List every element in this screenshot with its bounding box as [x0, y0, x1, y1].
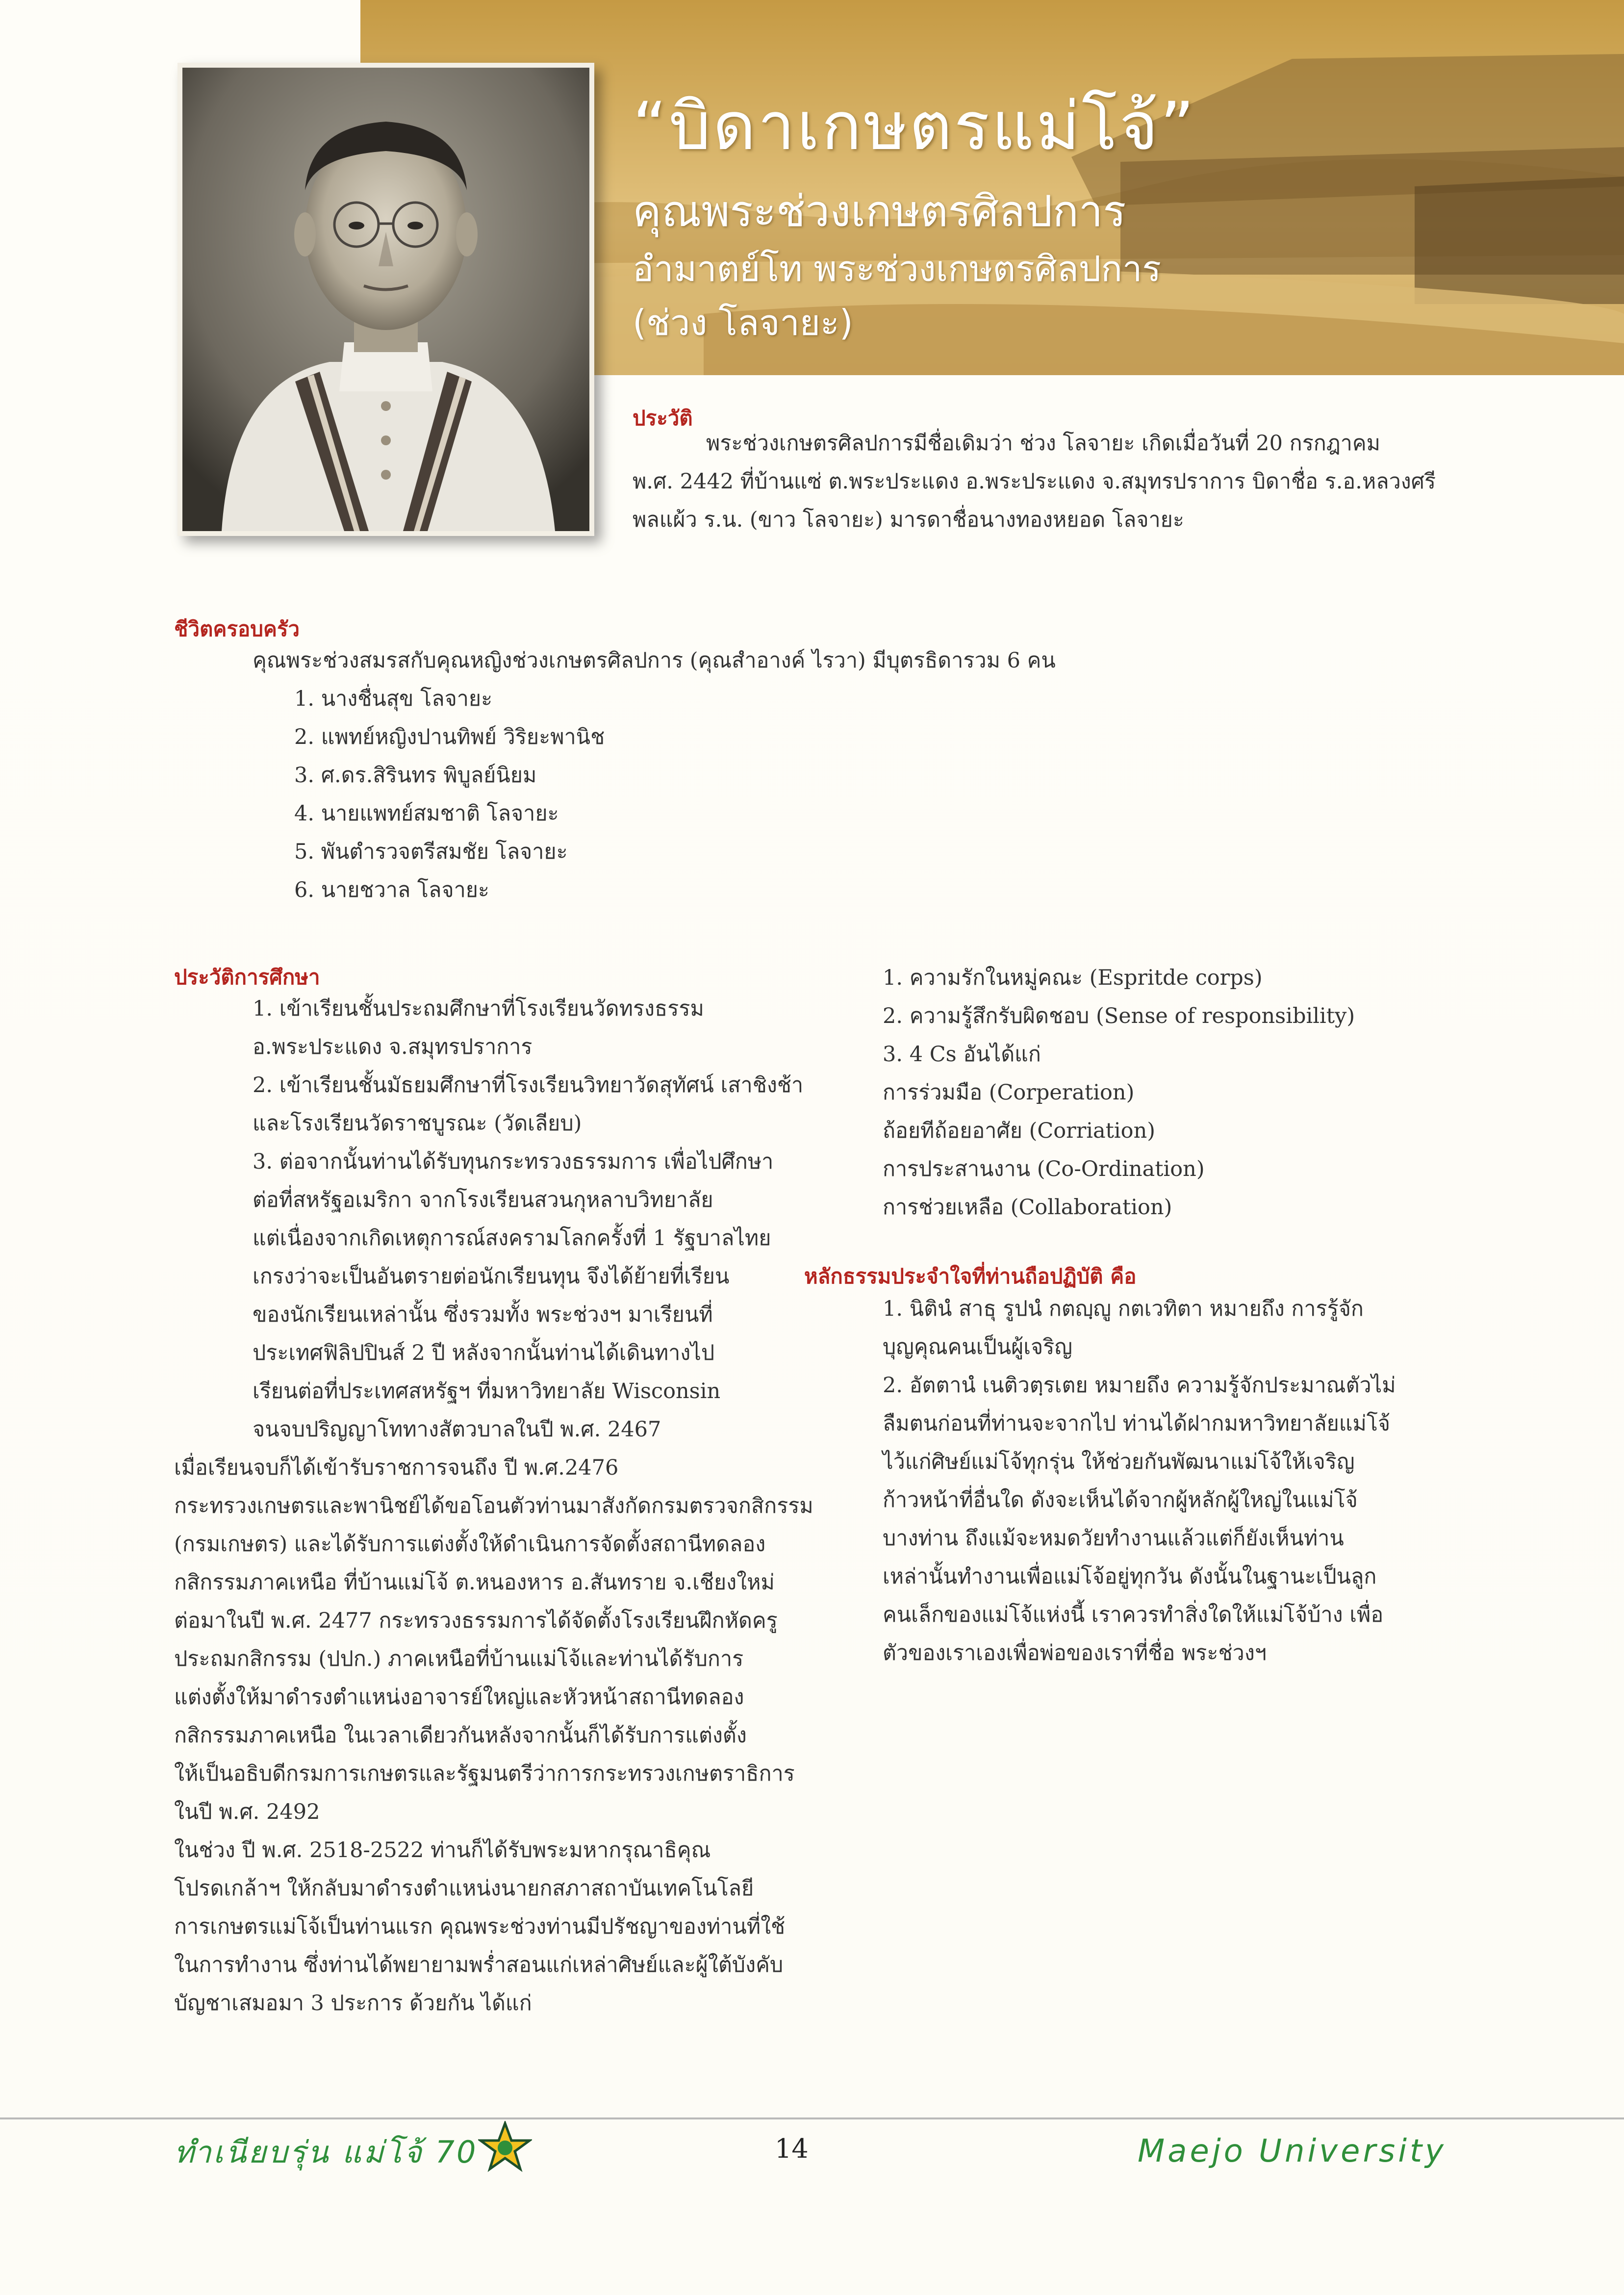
- list-item: การประสานงาน (Co-Ordination): [883, 1157, 1205, 1181]
- page-number: 14: [775, 2133, 809, 2164]
- list-item: อ.พระประแดง จ.สมุทรปราการ: [253, 1035, 533, 1059]
- list-item: 2. เข้าเรียนชั้นมัธยมศึกษาที่โรงเรียนวิทยาวัดสุทัศน์ เสาชิงช้า: [253, 1073, 804, 1097]
- name-line: (ช่วง โลจายะ): [633, 302, 853, 343]
- text-line: กสิกรรมภาคเหนือ ที่บ้านแม่โจ้ ต.หนองหาร อ.สันทราย จ.เชียงใหม่: [174, 1570, 775, 1595]
- page-title: “บิดาเกษตรแม่โจ้”: [633, 88, 1196, 165]
- biography-line: พลแผ้ว ร.น. (ขาว โลจายะ) มารดาชื่อนางทองหยอด โลจายะ: [633, 508, 1184, 532]
- text-line: กระทรวงเกษตรและพานิชย์ได้ขอโอนตัวท่านมาสังกัดกรมตรวจกสิกรรม: [174, 1494, 813, 1518]
- principles-list: [883, 1290, 1396, 1672]
- portrait-frame: [178, 63, 594, 536]
- list-item: 2. อัตตานํ เนติวตฺรเตย หมายถึง ความรู้จักประมาณตัวไม่: [883, 1373, 1396, 1398]
- list-item: 2. แพทย์หญิงปานทิพย์ วิริยะพานิช: [294, 725, 605, 749]
- text-line: ประถมกสิกรรม (ปปก.) ภาคเหนือที่บ้านแม่โจ้และท่านได้รับการ: [174, 1647, 744, 1671]
- list-item: 6. นายชวาล โลจายะ: [294, 878, 490, 902]
- footer-publication: ทำเนียบรุ่น แม่โจ้ 70: [174, 2134, 478, 2170]
- children-list: [294, 680, 605, 909]
- text-line: ให้เป็นอธิบดีกรมการเกษตรและรัฐมนตรีว่าการกระทรวงเกษตราธิการ: [174, 1761, 795, 1786]
- list-item: 3. ต่อจากนั้นท่านได้รับทุนกระทรวงธรรมการ เพื่อไปศึกษา: [253, 1149, 774, 1174]
- text-line: ในการทำงาน ซึ่งท่านได้พยายามพร่ำสอนแก่เหล่าศิษย์และผู้ใต้บังคับ: [174, 1953, 784, 1977]
- text-line: ในปี พ.ศ. 2492: [174, 1800, 320, 1824]
- text-line: (กรมเกษตร) และได้รับการแต่งตั้งให้ดำเนินการจัดตั้งสถานีทดลอง: [174, 1532, 766, 1556]
- text-line: บัญชาเสมอมา 3 ประการ ด้วยกัน ได้แก่: [174, 1991, 532, 2015]
- list-item: ลืมตนก่อนที่ท่านจะจากไป ท่านได้ฝากมหาวิทยาลัยแม่โจ้: [883, 1411, 1391, 1436]
- education-list: [253, 990, 803, 1449]
- list-item: 3. 4 Cs อันได้แก่: [883, 1042, 1041, 1067]
- list-item: ของนักเรียนเหล่านั้น ซึ่งรวมทั้ง พระช่วงฯ มาเรียนที่: [253, 1302, 713, 1327]
- list-item: จนจบปริญญาโททางสัตวบาลในปี พ.ศ. 2467: [253, 1417, 661, 1442]
- rank-line: อำมาตย์โท พระช่วงเกษตรศิลปการ: [633, 248, 1162, 289]
- list-item: 1. ความรักในหมู่คณะ (Espritde corps): [883, 966, 1263, 990]
- text-line: กสิกรรมภาคเหนือ ในเวลาเดียวกันหลังจากนั้นก็ได้รับการแต่งตั้ง: [174, 1723, 747, 1748]
- list-item: คนเล็กของแม่โจ้แห่งนี้ เราควรทำสิ่งใดให้แม่โจ้บ้าง เพื่อ: [883, 1603, 1384, 1627]
- philosophy-list: [883, 959, 1355, 1226]
- text-line: เมื่อเรียนจบก็ได้เข้ารับราชการจนถึง ปี พ.ศ.2476: [174, 1455, 619, 1480]
- list-item: 4. นายแพทย์สมชาติ โลจายะ: [294, 801, 559, 826]
- biography-heading: ประวัติ: [633, 406, 693, 430]
- list-item: 1. นิตินํ สาธุ รูปนํ กตญฺญู กตเวทิตา หมายถึง การรู้จัก: [883, 1297, 1364, 1321]
- list-item: การร่วมมือ (Corperation): [883, 1080, 1135, 1105]
- list-item: เรียนต่อที่ประเทศสหรัฐฯ ที่มหาวิทยาลัย Wisconsin: [253, 1379, 721, 1403]
- education-heading: ประวัติการศึกษา: [174, 965, 320, 989]
- portrait-photo: [182, 68, 589, 531]
- text-line: ในช่วง ปี พ.ศ. 2518-2522 ท่านก็ได้รับพระมหากรุณาธิคุณ: [174, 1838, 711, 1862]
- footer-university: Maejo University: [1138, 2133, 1446, 2169]
- list-item: ก้าวหน้าที่อื่นใด ดังจะเห็นได้จากผู้หลักผู้ใหญ่ในแม่โจ้: [883, 1488, 1358, 1512]
- list-item: 1. เข้าเรียนชั้นประถมศึกษาที่โรงเรียนวัดทรงธรรม: [253, 996, 704, 1021]
- list-item: เกรงว่าจะเป็นอันตรายต่อนักเรียนทุน จึงได้ย้ายที่เรียน: [253, 1264, 730, 1289]
- biography-text: [633, 424, 1436, 539]
- text-line: แต่งตั้งให้มาดำรงตำแหน่งอาจารย์ใหญ่และหัวหน้าสถานีทดลอง: [174, 1685, 744, 1709]
- biography-line: พระช่วงเกษตรศิลปการมีชื่อเดิมว่า ช่วง โลจายะ เกิดเมื่อวันที่ 20 กรกฎาคม: [706, 431, 1380, 456]
- list-item: บางท่าน ถึงแม้จะหมดวัยทำงานแล้วแต่ก็ยังเห็นท่าน: [883, 1526, 1344, 1551]
- footer-divider: [0, 2117, 1624, 2119]
- honor-paragraph: [174, 1831, 785, 2022]
- list-item: ไว้แก่ศิษย์แม่โจ้ทุกรุ่น ให้ช่วยกันพัฒนาแม่โจ้ให้เจริญ: [883, 1450, 1355, 1474]
- list-item: ถ้อยทีถ้อยอาศัย (Corriation): [883, 1119, 1156, 1143]
- list-item: บุญคุณคนเป็นผู้เจริญ: [883, 1335, 1072, 1359]
- list-item: 5. พันตำรวจตรีสมชัย โลจายะ: [294, 840, 568, 864]
- list-item: ต่อที่สหรัฐอเมริกา จากโรงเรียนสวนกุหลาบวิทยาลัย: [253, 1188, 713, 1212]
- list-item: ตัวของเราเองเพื่อพ่อของเราที่ชื่อ พระช่วงฯ: [883, 1641, 1267, 1665]
- list-item: การช่วยเหลือ (Collaboration): [883, 1195, 1172, 1220]
- family-heading: ชีวิตครอบครัว: [174, 617, 300, 641]
- subtitle: คุณพระช่วงเกษตรศิลปการ: [633, 186, 1126, 236]
- list-item: แต่เนื่องจากเกิดเหตุการณ์สงครามโลกครั้งที่ 1 รัฐบาลไทย: [253, 1226, 771, 1250]
- list-item: ประเทศฟิลิปปินส์ 2 ปี หลังจากนั้นท่านได้เดินทางไป: [253, 1341, 715, 1365]
- list-item: 1. นางชื่นสุข โลจายะ: [294, 687, 493, 711]
- list-item: 3. ศ.ดร.สิรินทร พิบูลย์นิยม: [294, 763, 537, 788]
- career-paragraph: [174, 1449, 813, 1831]
- family-intro: คุณพระช่วงสมรสกับคุณหญิงช่วงเกษตรศิลปการ (คุณสำอางค์ ไรวา) มีบุตรธิดารวม 6 คน: [253, 648, 1056, 673]
- text-line: ต่อมาในปี พ.ศ. 2477 กระทรวงธรรมการได้จัดตั้งโรงเรียนฝึกหัดครู: [174, 1608, 778, 1633]
- list-item: เหล่านั้นทำงานเพื่อแม่โจ้อยู่ทุกวัน ดังนั้นในฐานะเป็นลูก: [883, 1564, 1377, 1589]
- list-item: และโรงเรียนวัดราชบูรณะ (วัดเลียบ): [253, 1111, 582, 1136]
- principles-heading: หลักธรรมประจำใจที่ท่านถือปฏิบัติ คือ: [804, 1264, 1137, 1288]
- text-line: โปรดเกล้าฯ ให้กลับมาดำรงตำแหน่งนายกสภาสถาบันเทคโนโลยี: [174, 1876, 754, 1901]
- star-emblem-icon: [478, 2121, 532, 2175]
- list-item: 2. ความรู้สึกรับผิดชอบ (Sense of responsibility): [883, 1004, 1355, 1028]
- text-line: การเกษตรแม่โจ้เป็นท่านแรก คุณพระช่วงท่านมีปรัชญาของท่านที่ใช้: [174, 1914, 786, 1939]
- biography-line: พ.ศ. 2442 ที่บ้านแซ่ ต.พระประแดง อ.พระประแดง จ.สมุทรปราการ บิดาชื่อ ร.อ.หลวงศรี: [633, 469, 1436, 494]
